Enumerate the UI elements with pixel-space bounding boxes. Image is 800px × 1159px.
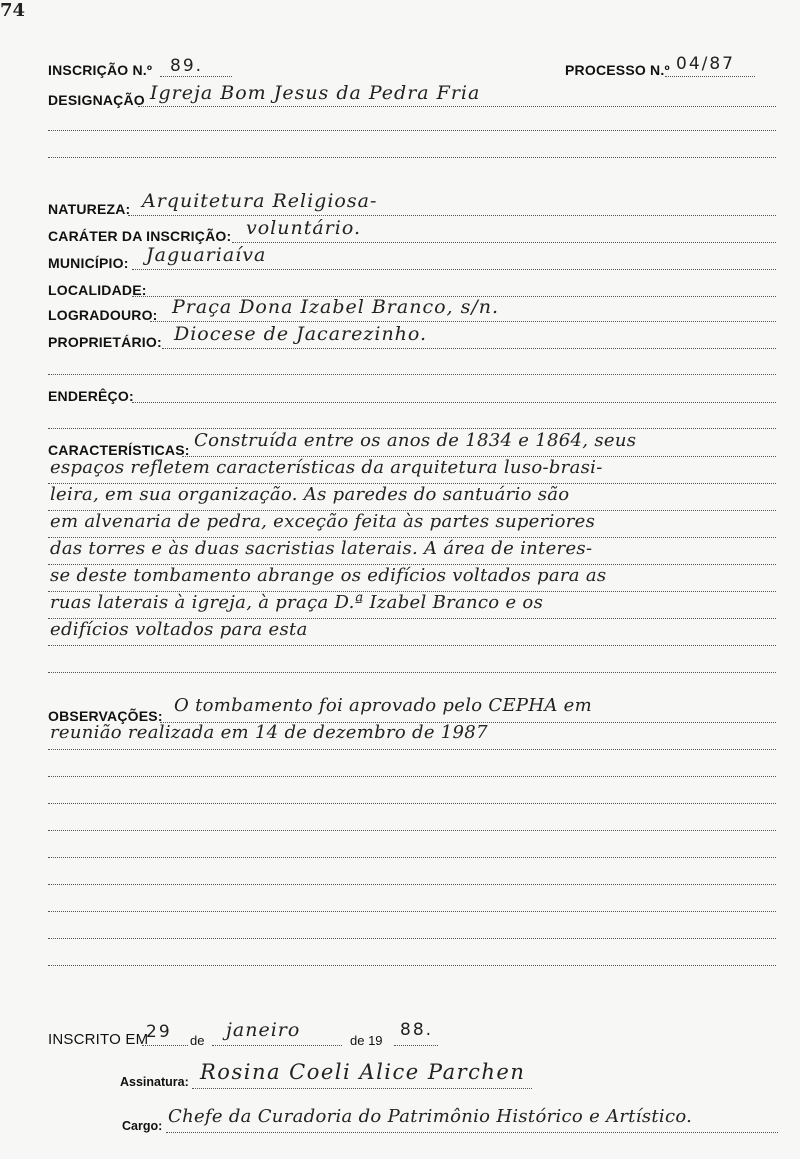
inscrito-month-dots <box>212 1045 342 1046</box>
carater-value: voluntário. <box>246 217 361 239</box>
carater-label: CARÁTER DA INSCRIÇÃO: <box>48 228 232 244</box>
blank-line <box>48 157 776 158</box>
processo-dots <box>665 76 755 77</box>
blank-line <box>48 884 776 885</box>
inscrito-month: janeiro <box>226 1019 301 1041</box>
natureza-value: Arquitetura Religiosa- <box>142 190 378 212</box>
cargo-dots <box>166 1132 778 1133</box>
inscrito-day: 29 <box>146 1022 172 1042</box>
inscricao-dots <box>160 76 232 77</box>
assinatura-dots <box>192 1088 532 1089</box>
caracteristicas-label: CARACTERÍSTICAS: <box>48 442 190 458</box>
blank-line <box>48 965 776 966</box>
natureza-label: NATUREZA: <box>48 201 131 217</box>
designacao-value: Igreja Bom Jesus da Pedra Fria <box>150 82 481 104</box>
municipio-dots <box>132 269 776 270</box>
caracteristicas-line: se deste tombamento abrange os edifícios voltados para as <box>50 565 607 586</box>
proprietario-dots <box>162 348 776 349</box>
blank-line <box>48 428 776 429</box>
designacao-label: DESIGNAÇÃO <box>48 92 145 108</box>
blank-line <box>48 830 776 831</box>
caracteristicas-line: ruas laterais à igreja, à praça D.ª Izabel Branco e os <box>50 592 544 613</box>
assinatura-label: Assinatura: <box>120 1075 189 1089</box>
caracteristicas-line: das torres e às duas sacristias laterais. A área de interes- <box>50 538 593 559</box>
blank-line <box>48 130 776 131</box>
inscrito-year: 88. <box>400 1020 434 1040</box>
inscrito-de-19: de 19 <box>350 1033 383 1048</box>
blank-line <box>48 857 776 858</box>
inscricao-value: 89. <box>170 56 204 76</box>
logradouro-dots <box>150 321 776 322</box>
proprietario-label: PROPRIETÁRIO: <box>48 334 162 350</box>
inscrito-year-dots <box>394 1045 438 1046</box>
processo-value: 04/87 <box>676 54 735 74</box>
designacao-dots <box>138 106 776 107</box>
observacoes-label: OBSERVAÇÕES: <box>48 708 163 724</box>
observacoes-dots <box>48 749 776 750</box>
caracteristicas-line: Construída entre os anos de 1834 e 1864, seus <box>194 430 637 451</box>
assinatura-signature: Rosina Coeli Alice Parchen <box>200 1060 526 1084</box>
natureza-dots <box>128 215 776 216</box>
blank-line <box>48 803 776 804</box>
inscrito-day-dots <box>142 1045 188 1046</box>
blank-line <box>48 374 776 375</box>
caracteristicas-line: leira, em sua organização. As paredes do santuário são <box>50 484 570 505</box>
blank-line <box>48 938 776 939</box>
caracteristicas-dots <box>48 645 776 646</box>
endereco-dots <box>132 402 776 403</box>
caracteristicas-line: em alvenaria de pedra, exceção feita às partes superiores <box>50 511 596 532</box>
inscrito-label: INSCRITO EM <box>48 1031 149 1048</box>
cargo-value: Chefe da Curadoria do Patrimônio Histórico e Artístico. <box>168 1106 693 1127</box>
localidade-label: LOCALIDADE: <box>48 282 147 298</box>
processo-label: PROCESSO N.º <box>565 62 670 78</box>
carater-dots <box>232 242 776 243</box>
logradouro-label: LOGRADOURO: <box>48 307 158 323</box>
cargo-label: Cargo: <box>122 1119 163 1133</box>
blank-line <box>48 911 776 912</box>
observacoes-line: O tombamento foi aprovado pelo CEPHA em <box>174 695 592 716</box>
municipio-value: Jaguariaíva <box>146 244 267 266</box>
municipio-label: MUNICÍPIO: <box>48 255 129 271</box>
logradouro-value: Praça Dona Izabel Branco, s/n. <box>172 296 500 318</box>
blank-line <box>48 776 776 777</box>
proprietario-value: Diocese de Jacarezinho. <box>174 323 428 345</box>
endereco-label: ENDERÊÇO: <box>48 388 134 404</box>
inscrito-de: de <box>190 1033 205 1048</box>
caracteristicas-line: edifícios voltados para esta <box>50 619 308 640</box>
inscricao-label: INSCRIÇÃO N.º <box>48 62 153 78</box>
caracteristicas-line: espaços refletem características da arquitetura luso-brasi- <box>50 457 603 478</box>
page-number: 74 <box>0 0 26 21</box>
blank-line <box>48 672 776 673</box>
observacoes-line: reunião realizada em 14 de dezembro de 1987 <box>50 722 488 743</box>
